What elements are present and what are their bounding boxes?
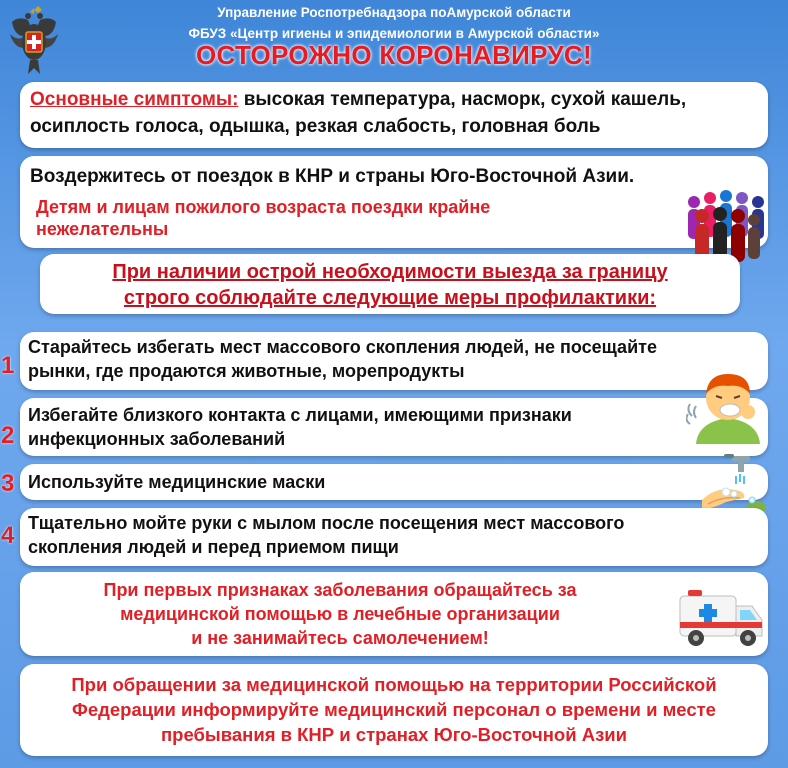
first-signs-line-2: медицинской помощью в лечебные организации xyxy=(120,604,560,624)
first-signs-line-3: и не занимайтесь самолечением! xyxy=(191,628,489,648)
symptoms-line-2: осиплость голоса, одышка, резкая слабость, головная боль xyxy=(30,116,601,137)
measures-banner-line-1: При наличии острой необходимости выезда за границу xyxy=(112,261,668,283)
measures-banner-line-2: строго соблюдайте следующие меры профилактики: xyxy=(123,287,657,309)
symptoms-line-1 xyxy=(30,87,686,113)
inform-line-1: При обращении за медицинской помощью на территории Российской xyxy=(71,674,717,695)
org-subtitle-line: ФБУЗ «Центр игиены и эпидемиологии в Амурской области» xyxy=(188,26,600,41)
inform-line-3: пребывания в КНР и странах Юго-Восточной Азии xyxy=(160,724,628,745)
first-signs-line-1: При первых признаках заболевания обращайтесь за xyxy=(103,580,577,600)
measure-text-3: Используйте медицинские маски xyxy=(28,472,326,492)
travel-warning-line-2: нежелательны xyxy=(36,219,169,239)
travel-advice: Воздержитесь от поездок в КНР и страны Юго-Восточной Азии. xyxy=(30,166,635,187)
symptoms-text: высокая температура, насморк, сухой кашель, xyxy=(238,89,687,110)
measure-text-1-line-2: рынки, где продаются животные, морепродукты xyxy=(28,361,465,381)
measure-text-2-line-1: Избегайте близкого контакта с лицами, имеющими признаки xyxy=(28,405,572,425)
measure-text-2-line-2: инфекционных заболеваний xyxy=(28,429,286,449)
page-title: ОСТОРОЖНО КОРОНАВИРУС! xyxy=(196,40,592,70)
sick-boy-icon xyxy=(686,366,770,446)
org-name-line: Управление Роспотребнадзора поАмурской области xyxy=(217,5,571,20)
measure-text-1-line-1: Старайтесь избегать мест массового скопления людей, не посещайте xyxy=(28,337,657,357)
measure-number-3: 3 xyxy=(1,470,15,497)
inform-line-2: Федерации информируйте медицинский персонал о времени и месте xyxy=(72,699,716,720)
measure-number-4: 4 xyxy=(1,522,15,549)
measure-number-1: 1 xyxy=(1,352,15,379)
symptoms-label: Основные симптомы: xyxy=(30,89,239,110)
measure-text-4-line-1: Тщательно мойте руки с мылом после посещения мест массового xyxy=(28,513,625,533)
measure-text-4-line-2: скопления людей и перед приемом пищи xyxy=(28,537,399,557)
ambulance-icon xyxy=(678,586,764,652)
travel-warning-line-1: Детям и лицам пожилого возраста поездки крайне xyxy=(36,197,491,217)
measure-number-2: 2 xyxy=(1,422,15,449)
